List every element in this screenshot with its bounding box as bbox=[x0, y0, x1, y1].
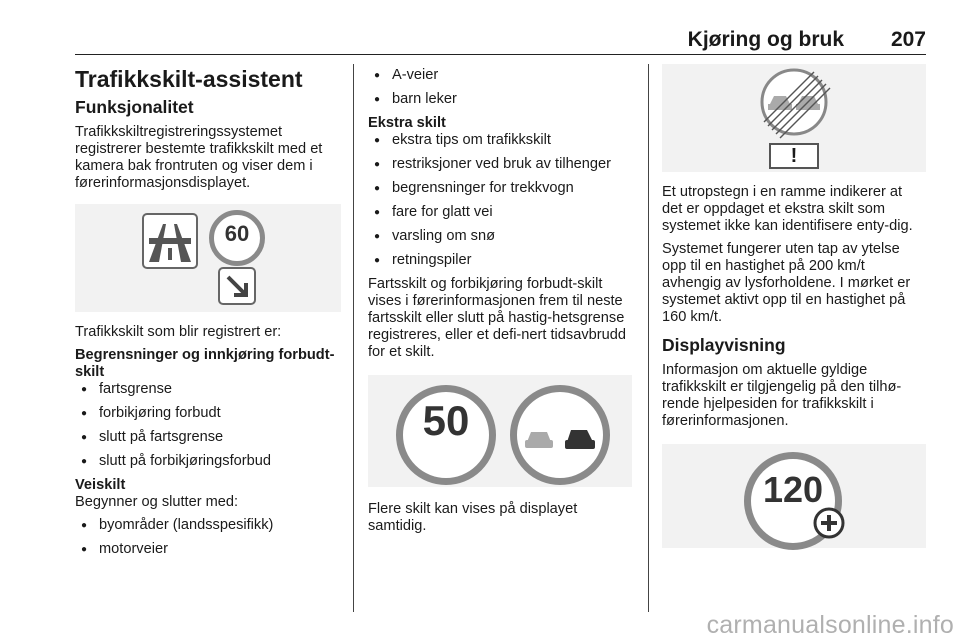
speed-signs-paragraph: Fartsskilt og forbikjøring forbudt-skilt vises i førerinformasjonen frem til neste fartsskilt eller slutt på hastig-hetsgrense registreres, eller et defi-nert tidsavbrudd for et skilt. bbox=[368, 276, 626, 360]
list-item: ● ekstra tips om trafikkskilt bbox=[368, 132, 632, 149]
cars-icon bbox=[517, 392, 603, 478]
list-item: ● forbikjøring forbudt bbox=[75, 405, 341, 422]
speed-50-sign-icon bbox=[396, 385, 496, 485]
list-item: ● retningspiler bbox=[368, 252, 632, 269]
no-overtaking-sign-icon bbox=[510, 385, 610, 485]
light-conditions-paragraph: Systemet fungerer uten tap av ytelse opp til en hastighet på 200 km/t avhengig av lysforholdene. I mørket er systemet aktivt opp til en hastighet på 160 km/t. bbox=[662, 241, 911, 325]
road-signs-list bbox=[75, 517, 341, 558]
list-item: ● fartsgrense bbox=[75, 381, 341, 398]
list-item: ● begrensninger for trekkvogn bbox=[368, 180, 632, 197]
figure-120-plus bbox=[662, 444, 926, 548]
arrow-down-right-icon bbox=[218, 267, 258, 307]
display-heading: Displayvisning bbox=[662, 335, 786, 355]
list-item: ● slutt på forbikjøringsforbud bbox=[75, 453, 341, 470]
column-2 bbox=[368, 64, 632, 541]
column-3 bbox=[662, 64, 926, 560]
page-header bbox=[75, 16, 926, 50]
speed-60-label: 60 bbox=[224, 221, 250, 246]
list-item: ● A-veier bbox=[368, 67, 632, 84]
display-paragraph: Informasjon om aktuelle gyldige trafikkskilt er tilgjengelig på den tilhø-rende hjelpesiden for trafikkskilt i førerinformasjonen. bbox=[662, 362, 902, 429]
speed-60-sign-icon bbox=[209, 210, 265, 266]
list-item: ● slutt på fartsgrense bbox=[75, 429, 341, 446]
list-item: ● varsling om snø bbox=[368, 228, 632, 245]
intro-paragraph: Trafikkskiltregistreringssystemet registrerer bestemte trafikkskilt med et kamera bak frontruten og viser dem i førerinformasjonsdisplayet. bbox=[75, 124, 323, 191]
speed-120-label: 120 bbox=[762, 469, 824, 510]
column-divider-1 bbox=[353, 64, 354, 612]
page-number: 207 bbox=[890, 28, 926, 51]
header-rule bbox=[75, 54, 926, 55]
figure-50-no-overtaking bbox=[368, 375, 632, 487]
recognised-intro: Trafikkskilt som blir registrert er: bbox=[75, 324, 282, 340]
motorway-sign-icon bbox=[143, 214, 197, 268]
list-item: ● restriksjoner ved bruk av tilhenger bbox=[368, 156, 632, 173]
figure-motorway-60-arrow bbox=[75, 204, 341, 312]
road-signs-text: Begynner og slutter med: bbox=[75, 494, 239, 510]
limits-list bbox=[75, 381, 341, 470]
column-divider-2 bbox=[648, 64, 649, 612]
watermark: carmanualsonline.info bbox=[706, 611, 954, 639]
road-signs-list-continued bbox=[368, 67, 632, 108]
exclamation-label: ! bbox=[790, 145, 798, 167]
extra-signs-list bbox=[368, 132, 632, 269]
list-item: ● barn leker bbox=[368, 91, 632, 108]
exclamation-paragraph: Et utropstegn i en ramme indikerer at det er oppdaget et ekstra skilt som systemet ikke kan identifisere enty-dig. bbox=[662, 184, 913, 234]
section-title: Kjøring og bruk bbox=[687, 28, 844, 51]
page-title: Trafikkskilt-assistent bbox=[75, 66, 303, 92]
list-item: ● fare for glatt vei bbox=[368, 204, 632, 221]
section-extra-signs-title: Ekstra skilt bbox=[368, 115, 446, 131]
plus-circle-icon bbox=[812, 506, 846, 540]
list-item: ● byområder (landsspesifikk) bbox=[75, 517, 341, 534]
section-limits-title: Begrensninger og innkjøring forbudt-skilt bbox=[75, 347, 335, 380]
multiple-signs-paragraph: Flere skilt kan vises på displayet samtidig. bbox=[368, 501, 578, 534]
figure-1-signs bbox=[75, 204, 341, 312]
section-road-signs-title: Veiskilt bbox=[75, 477, 126, 493]
figure-end-restriction-exclamation bbox=[662, 64, 926, 172]
subheading-functionality: Funksjonalitet bbox=[75, 97, 194, 117]
column-1 bbox=[75, 64, 341, 565]
speed-50-label: 50 bbox=[422, 397, 470, 444]
list-item: ● motorveier bbox=[75, 541, 341, 558]
